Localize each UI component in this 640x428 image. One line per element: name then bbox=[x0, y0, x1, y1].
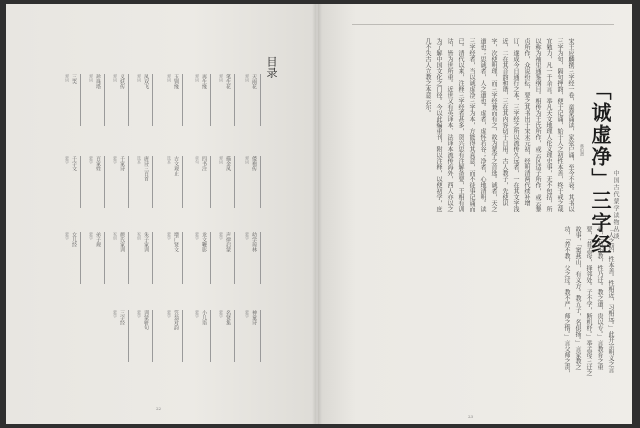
toc-entry bbox=[242, 74, 261, 126]
toc-entry-subtitle: 蒙学 bbox=[245, 232, 250, 240]
left-page-number: 22 bbox=[156, 406, 162, 411]
toc-entry bbox=[86, 156, 105, 208]
toc-entry-title: 颜氏家训 bbox=[119, 232, 125, 252]
toc-entry bbox=[242, 310, 261, 362]
toc-entry-subtitle: 弹词 bbox=[245, 74, 250, 82]
article-text-block: 宋王应麟撰三字经一卷，童蒙诵读，家弦户诵，至今不衰。其书以三字为句，隔句押韵，便于记诵，始于人之初性本善，终于戒之哉宜勉力，凡一千余言。举凡天文地理人伦义理史事，无不包括，所以称为袖里通鉴纲目。相传为王氏所作，或云区适子所作，或云黎贞所作，众说纷纭，要之其书出于宋末元初，经明清两代续补增订，遂成今日通行之本。三字经之所以流传久远者，一在其文字浅近，二在其音韵和谐，三在其内容切于日用。古人教子，先使识字，次使明理，而三字经兼而有之，故为蒙学之首选。诚者，天之道也；思诚者，人之道也。虚者，虚怀若谷；净者，心地清明。读三字经者，当以诚虚净三字为本，方能得其真意，而不徒事记诵而已。清代以来，注释三字经者甚多，贺兴思有注解备要，王相有训诂，皆为世所重。近世又有英译本、法译本流传海外，西人亦以之为了解中国文化之门径。今以此编重刊，附以注释，以便初学，庶几不失古人立教之本意云尔。 bbox=[424, 38, 574, 212]
toc-entry-title: 描金凤 bbox=[225, 156, 231, 171]
toc-entry bbox=[216, 156, 235, 208]
toc-entry-title: 千家诗 bbox=[119, 156, 125, 171]
toc-entry-subtitle: 蒙学 bbox=[113, 310, 118, 318]
toc-entry-subtitle: 选本 bbox=[167, 156, 172, 164]
toc-entry bbox=[242, 232, 261, 284]
toc-entry-title: 女儿经 bbox=[71, 232, 77, 247]
toc-entry-title: 唐诗三百首 bbox=[143, 156, 149, 181]
toc-entry-title: 朱子家训 bbox=[143, 232, 149, 252]
toc-entry bbox=[192, 310, 211, 362]
toc-entry-title: 小儿语 bbox=[201, 310, 207, 325]
toc-entry-subtitle: 蒙学 bbox=[195, 310, 200, 318]
toc-entry bbox=[164, 74, 183, 126]
toc-entry bbox=[192, 74, 211, 126]
toc-entry-title: 名贤集 bbox=[225, 310, 231, 325]
toc-entry-subtitle: 弹词 bbox=[113, 74, 118, 82]
toc-entry-title: 天雨花 bbox=[251, 74, 257, 89]
toc-entry-title: 笔生花 bbox=[225, 74, 231, 89]
toc-entry-subtitle: 弹词 bbox=[219, 74, 224, 82]
toc-entry-title: 增广贤文 bbox=[173, 232, 179, 252]
toc-entry bbox=[216, 310, 235, 362]
toc-entry-title: 珍珠塔 bbox=[95, 74, 101, 89]
toc-entry bbox=[62, 74, 81, 126]
toc-entry-title: 三字经 bbox=[119, 310, 125, 325]
toc-entry-subtitle: 家训 bbox=[137, 232, 142, 240]
toc-entry bbox=[164, 156, 183, 208]
toc-entry bbox=[86, 74, 105, 126]
toc-entry-title: 千字文 bbox=[71, 156, 77, 171]
toc-entry-title: 笠翁对韵 bbox=[173, 310, 179, 330]
toc-entry-title: 古文观止 bbox=[173, 156, 179, 176]
right-page-number: 23 bbox=[468, 414, 474, 419]
right-page-article bbox=[318, 4, 632, 424]
toc-entry-title: 义妖传 bbox=[119, 74, 125, 89]
toc-entry bbox=[110, 74, 129, 126]
toc-entry-subtitle: 弹词 bbox=[195, 74, 200, 82]
toc-entry-title: 龙文鞭影 bbox=[201, 232, 207, 252]
toc-entry bbox=[242, 156, 261, 208]
toc-entry-title: 凤双飞 bbox=[143, 74, 149, 89]
left-page-table-of-contents bbox=[6, 4, 316, 424]
toc-entry-title: 幼学琼林 bbox=[251, 232, 257, 252]
toc-entry-subtitle: 弹词 bbox=[219, 156, 224, 164]
toc-entry-title: 声律启蒙 bbox=[225, 232, 231, 252]
toc-entry-subtitle: 家训 bbox=[113, 232, 118, 240]
toc-entry bbox=[164, 232, 183, 284]
toc-entry-subtitle: 蒙学 bbox=[219, 310, 224, 318]
toc-entry-subtitle: 蒙学 bbox=[89, 232, 94, 240]
toc-entry bbox=[216, 232, 235, 284]
toc-entry bbox=[110, 310, 129, 362]
article-text-block: 「人之初，性本善。性相近，习相远。」此开宗明义之言也，「苟不教，性乃迁。教之道，贵以专。」言教育之重要，「昔孟母，择邻处。子不学，断机杼。」举孟母三迁之故事，「窦燕山，有义方。教五子，名俱扬。」言家教之功，「养不教，父之过。教不严，师之惰。」言父师之责， bbox=[563, 226, 614, 376]
toc-entry-subtitle: 弹词 bbox=[167, 74, 172, 82]
toc-entry-subtitle: 蒙学 bbox=[219, 232, 224, 240]
toc-entry-title: 弟子规 bbox=[95, 232, 101, 247]
toc-entry bbox=[164, 310, 183, 362]
toc-entry-subtitle: 蒙学 bbox=[167, 310, 172, 318]
open-book-spread bbox=[6, 4, 632, 424]
toc-entry bbox=[62, 156, 81, 208]
toc-entry-title: 训蒙骈句 bbox=[143, 310, 149, 330]
toc-entry bbox=[62, 232, 81, 284]
toc-entry-title: 再生缘 bbox=[201, 74, 207, 89]
toc-entry bbox=[192, 232, 211, 284]
toc-entry-subtitle: 蒙学 bbox=[89, 156, 94, 164]
article-byline: 蒋伯潜 bbox=[580, 144, 585, 156]
toc-entry-subtitle: 蒙学 bbox=[65, 232, 70, 240]
toc-entry-subtitle: 蒙学 bbox=[137, 310, 142, 318]
toc-entry-subtitle: 弹词 bbox=[137, 74, 142, 82]
toc-entry bbox=[216, 74, 235, 126]
toc-entry-subtitle: 弹词 bbox=[89, 74, 94, 82]
toc-entry-title: 倭袍传 bbox=[251, 156, 257, 171]
toc-entry bbox=[192, 156, 211, 208]
toc-entry bbox=[134, 156, 153, 208]
article-title: 「诚虚净」三字经 bbox=[588, 80, 612, 256]
toc-entry-subtitle: 蒙学 bbox=[245, 310, 250, 318]
toc-entry bbox=[110, 232, 129, 284]
toc-entry bbox=[86, 232, 105, 284]
toc-entry-subtitle: 蒙学 bbox=[113, 156, 118, 164]
toc-entry-subtitle: 蒙学 bbox=[167, 232, 172, 240]
toc-entry-title: 神童诗 bbox=[251, 310, 257, 325]
toc-entry-subtitle: 弹词 bbox=[65, 74, 70, 82]
series-label: 中国古代蒙学读物丛谈 bbox=[612, 170, 619, 240]
toc-entry-subtitle: 弹词 bbox=[245, 156, 250, 164]
toc-entry-subtitle: 蒙学 bbox=[195, 232, 200, 240]
toc-entry-subtitle: 章句 bbox=[195, 156, 200, 164]
toc-entry-title: 三笑 bbox=[71, 74, 77, 84]
toc-entry bbox=[134, 74, 153, 126]
toc-entry bbox=[134, 232, 153, 284]
toc-title: 目录 bbox=[265, 56, 278, 78]
toc-entry-subtitle: 蒙学 bbox=[65, 156, 70, 164]
toc-entry-title: 四书注 bbox=[201, 156, 207, 171]
book-gutter bbox=[312, 4, 322, 424]
toc-entry-title: 百家姓 bbox=[95, 156, 101, 171]
toc-entry-subtitle: 选本 bbox=[137, 156, 142, 164]
toc-entry bbox=[110, 156, 129, 208]
header-rule bbox=[352, 24, 614, 25]
toc-entry-title: 玉钏缘 bbox=[173, 74, 179, 89]
toc-entry bbox=[134, 310, 153, 362]
